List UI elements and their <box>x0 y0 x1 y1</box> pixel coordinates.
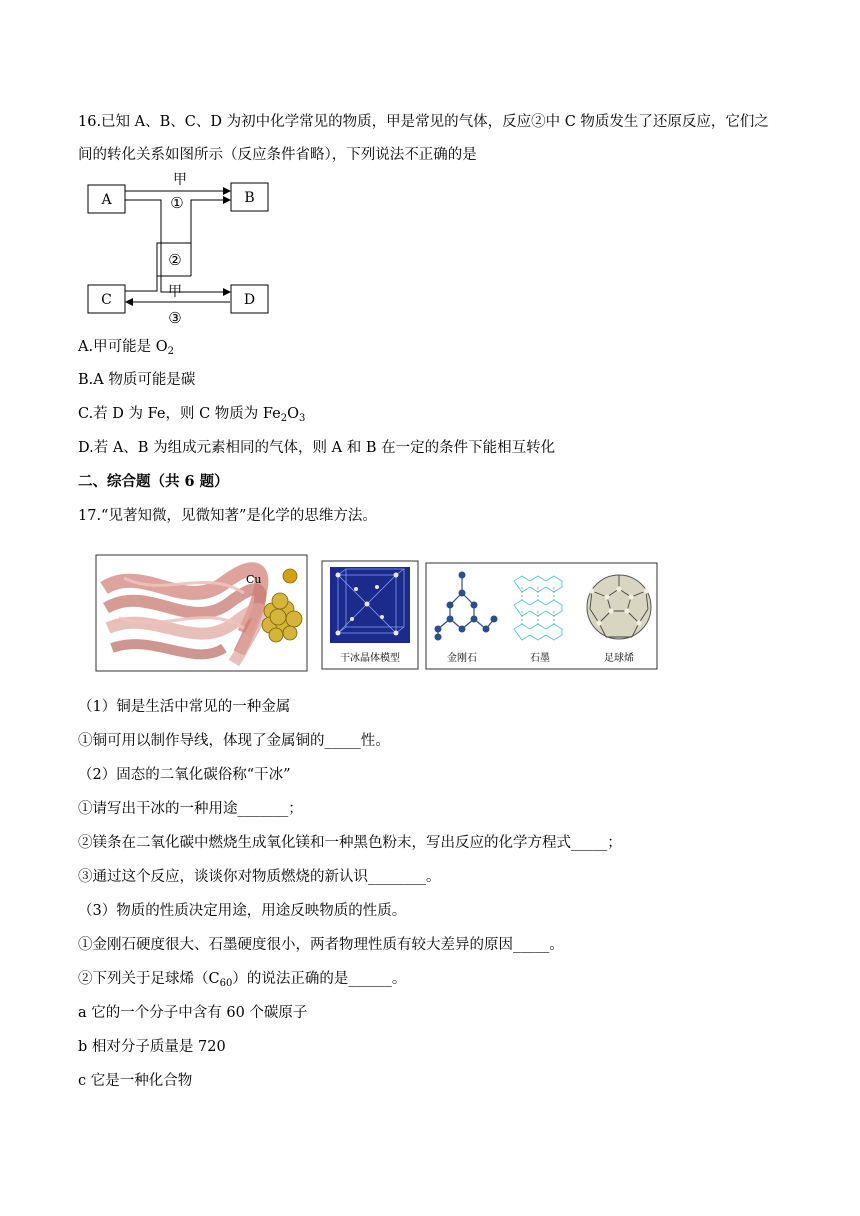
q16-conversion-diagram <box>85 168 275 328</box>
box-b-label: B <box>244 190 255 206</box>
box-c-label: C <box>101 292 112 308</box>
q17-part1: （1）铜是生活中常见的一种金属 <box>78 699 291 715</box>
q16-stem-line1: 16.已知 A、B、C、D 为初中化学常见的物质，甲是常见的气体，反应②中 C 物质发生了还原反应，它们之 <box>78 114 769 130</box>
reaction2-number: ② <box>168 251 182 269</box>
q17-part2: （2）固态的二氧化碳俗称“干冰” <box>78 767 291 783</box>
cu-label: Cu <box>246 573 262 586</box>
q17-part3-item2: ②下列关于足球烯$(C_{60})$的说法正确的是______。 <box>78 971 407 989</box>
q17-part1-item1: ①铜可用以制作导线，体现了金属铜的_____性。 <box>78 733 390 749</box>
q16-option-c: C.若 D 为 Fe，则 C 物质为 $Fe_2O_3$ <box>78 406 306 424</box>
graphite-caption: 石墨 <box>530 653 550 664</box>
q17-option-a: a 它的一个分子中含有 60 个碳原子 <box>78 1005 308 1021</box>
path-c-to-b <box>125 200 230 291</box>
q17-option-c: c 它是一种化合物 <box>78 1073 193 1089</box>
q17-stem: 17.“见著知微，见微知著”是化学的思维方法。 <box>78 508 377 524</box>
q17-option-b: b 相对分子质量是 720 <box>78 1039 226 1055</box>
reaction1-number: ① <box>170 194 184 212</box>
q17-part2-item1: ①请写出干冰的一种用途_______； <box>78 801 303 817</box>
q16-option-b: B.A 物质可能是碳 <box>78 372 196 388</box>
box-a-label: A <box>101 192 112 208</box>
q17-part3: （3）物质的性质决定用途，用途反映物质的性质。 <box>78 903 407 919</box>
q16-option-a: A.甲可能是 $O_2$ <box>78 339 174 357</box>
fullerene-caption: 足球烯 <box>604 653 634 664</box>
reaction3-reagent: 甲 <box>168 284 182 300</box>
fullerene-structure <box>587 575 651 639</box>
q16-option-d: D.若 A、B 为组成元素相同的气体，则 A 和 B 在一定的条件下能相互转化 <box>78 440 556 456</box>
path-a-to-d <box>125 200 230 292</box>
dry-ice-caption: 干冰晶体模型 <box>340 653 400 664</box>
q17-part2-item2: ②镁条在二氧化碳中燃烧生成氧化镁和一种黑色粉末，写出反应的化学方程式_____； <box>78 835 622 851</box>
box-d-label: D <box>243 292 256 308</box>
q17-part3-item1: ①金刚石硬度很大、石墨硬度很小，两者物理性质有较大差异的原因_____。 <box>78 937 564 953</box>
reaction1-reagent: 甲 <box>173 172 187 188</box>
section-heading: 二、综合题（共 6 题） <box>78 473 229 490</box>
q16-stem-line2: 间的转化关系如图所示（反应条件省略），下列说法不正确的是 <box>78 147 477 163</box>
q17-part2-item3: ③通过这个反应，谈谈你对物质燃烧的新认识________。 <box>78 869 441 885</box>
cu-atom <box>283 569 297 583</box>
reaction3-number: ③ <box>168 309 182 327</box>
q17-figure <box>94 553 660 673</box>
diamond-caption: 金刚石 <box>447 653 477 664</box>
